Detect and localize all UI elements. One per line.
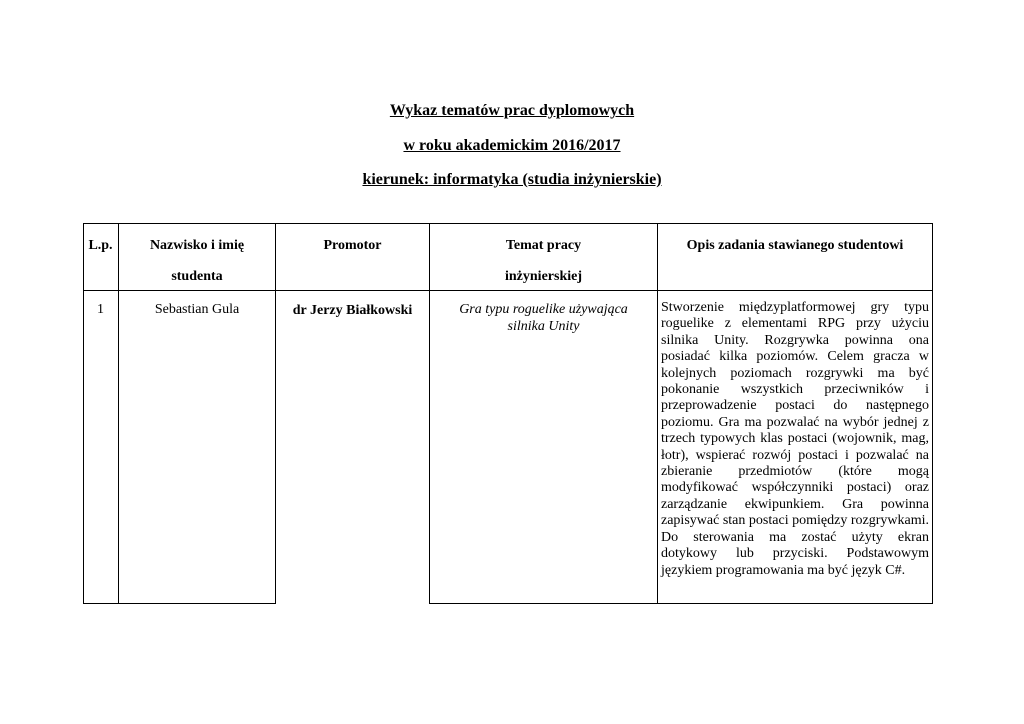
row-topic-line2: silnika Unity: [507, 319, 580, 334]
title-line-2: w roku akademickim 2016/2017: [403, 137, 621, 154]
row-student: Sebastian Gula: [154, 302, 240, 317]
title-line-1: Wykaz tematów prac dyplomowych: [389, 102, 635, 119]
column-divider-4: [657, 223, 658, 604]
table-border-bottom-left: [83, 603, 276, 604]
table-border-top: [83, 223, 933, 224]
header-divider: [83, 290, 933, 291]
table-border-left: [83, 223, 84, 604]
row-lp: 1: [97, 302, 104, 317]
header-description: Opis zadania stawianego studentowi: [686, 238, 904, 253]
header-topic-line1: Temat pracy: [505, 238, 582, 253]
title-line-3: kierunek: informatyka (studia inżynierskie): [362, 171, 662, 188]
row-description: Stworzenie międzyplatformowej gry typu roguelike z elementami RPG przy użyciu silnika Unity. Rozgrywka powinna ona posiadać kilka poziomów. Celem gracza w kolejnych poziomach rozgrywki ma być pokonanie wszystkich przeciwników i przeprowadzenie postaci do następnego poziomu. Gra ma pozwalać na wybór jednej z trzech typowych klas postaci (wojownik, mag, łotr), wspierać rozwój postaci i pozwalać na zbieranie przedmiotów (które mogą modyfikować współczynniki postaci) oraz zarządzanie ekwipunkiem. Gra powinna zapisywać stan postaci pomiędzy rozgrywkami. Do sterowania ma zostać użyty ekran dotykowy lub przyciski. Podstawowym językiem programowania ma być język C#.: [661, 300, 929, 578]
table-border-bottom-right: [429, 603, 933, 604]
header-student-line1: Nazwisko i imię: [149, 238, 245, 253]
column-divider-2: [275, 223, 276, 604]
row-topic-line1: Gra typu roguelike używająca: [459, 302, 628, 317]
header-student-line2: studenta: [171, 269, 223, 284]
row-promotor: dr Jerzy Białkowski: [292, 303, 413, 318]
topics-table: [83, 223, 933, 604]
header-topic-line2: inżynierskiej: [505, 269, 582, 284]
header-promotor: Promotor: [323, 238, 382, 253]
header-lp: L.p.: [88, 238, 113, 253]
table-border-right: [932, 223, 933, 604]
